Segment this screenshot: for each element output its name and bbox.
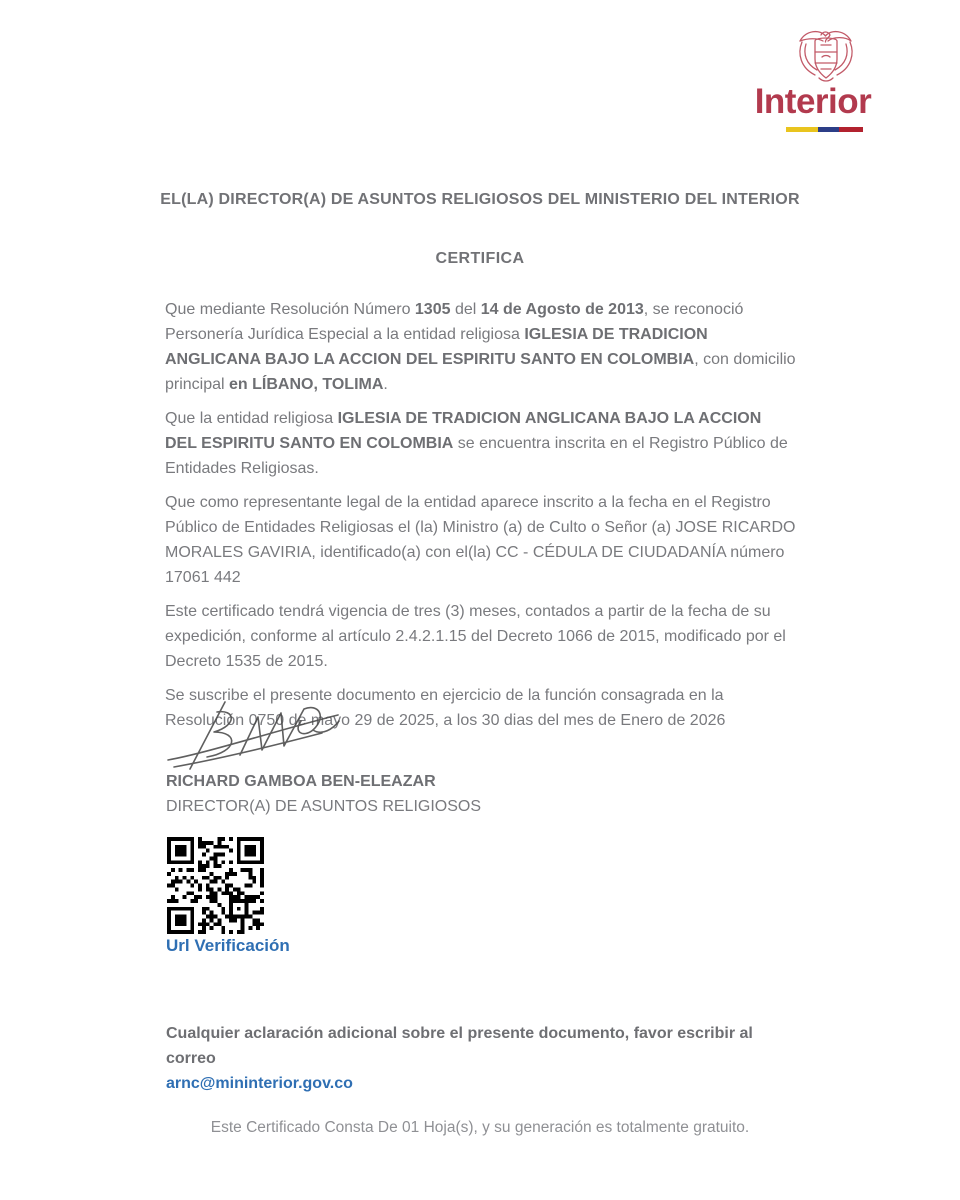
footer-note: Este Certificado Consta De 01 Hoja(s), y su generación es totalmente gratuito. bbox=[210, 1119, 750, 1136]
contact-email-link[interactable]: arnc@mininterior.gov.co bbox=[166, 1075, 353, 1092]
signer-role: DIRECTOR(A) DE ASUNTOS RELIGIOSOS bbox=[166, 798, 482, 815]
contact-note bbox=[166, 1021, 798, 1096]
signer-name: RICHARD GAMBOA BEN-ELEAZAR bbox=[166, 773, 436, 790]
url-verification-link[interactable]: Url Verificación bbox=[166, 936, 290, 955]
contact-note-text: Cualquier aclaración adicional sobre el presente documento, favor escribir al correo bbox=[166, 1025, 753, 1067]
flag-red-segment bbox=[839, 127, 863, 132]
flag-yellow-segment bbox=[786, 127, 818, 132]
qr-code bbox=[167, 837, 264, 934]
colombia-flag-bar bbox=[786, 127, 863, 132]
signature-image bbox=[162, 696, 348, 774]
brand-wordmark: Interior bbox=[754, 82, 872, 121]
paragraph-subscription: Se suscribe el presente documento en ejercicio de la función consagrada en la Resolución 0750 de mayo 29 de 2025, a los 30 dias del mes de Enero de 2026 bbox=[165, 687, 726, 729]
certificate-body bbox=[165, 297, 797, 742]
paragraph-validity: Este certificado tendrá vigencia de tres (3) meses, contados a partir de la fecha de su expedición, conforme al artículo 2.4.2.1.15 del Decreto 1066 de 2015, modificado por el Decreto 1535 de 2015. bbox=[165, 603, 786, 670]
certifica-heading: CERTIFICA bbox=[435, 250, 525, 267]
flag-blue-segment bbox=[818, 127, 839, 132]
coat-of-arms-icon bbox=[788, 26, 864, 84]
document-title: EL(LA) DIRECTOR(A) DE ASUNTOS RELIGIOSOS DEL MINISTERIO DEL INTERIOR bbox=[160, 191, 800, 208]
paragraph-resolution: Que mediante Resolución Número 1305 del 14 de Agosto de 2013, se reconoció Personería Jurídica Especial a la entidad religiosa IGLESIA DE TRADICION ANGLICANA BAJO LA ACCION DEL ESPIRITU SANTO EN COLOMBIA, con domicilio principal en LÍBANO, TOLIMA. bbox=[165, 301, 796, 393]
paragraph-registry: Que la entidad religiosa IGLESIA DE TRADICION ANGLICANA BAJO LA ACCION DEL ESPIRITU SANTO EN COLOMBIA se encuentra inscrita en el Registro Público de Entidades Religiosas. bbox=[165, 410, 788, 477]
paragraph-legal-representative: Que como representante legal de la entidad aparece inscrito a la fecha en el Registro Público de Entidades Religiosas el (la) Ministro (a) de Culto o Señor (a) JOSE RICARDO MORALES GAVIRIA, identificado(a) con el(la) CC - CÉDULA DE CIUDADANÍA número 17061 442 bbox=[165, 494, 796, 586]
